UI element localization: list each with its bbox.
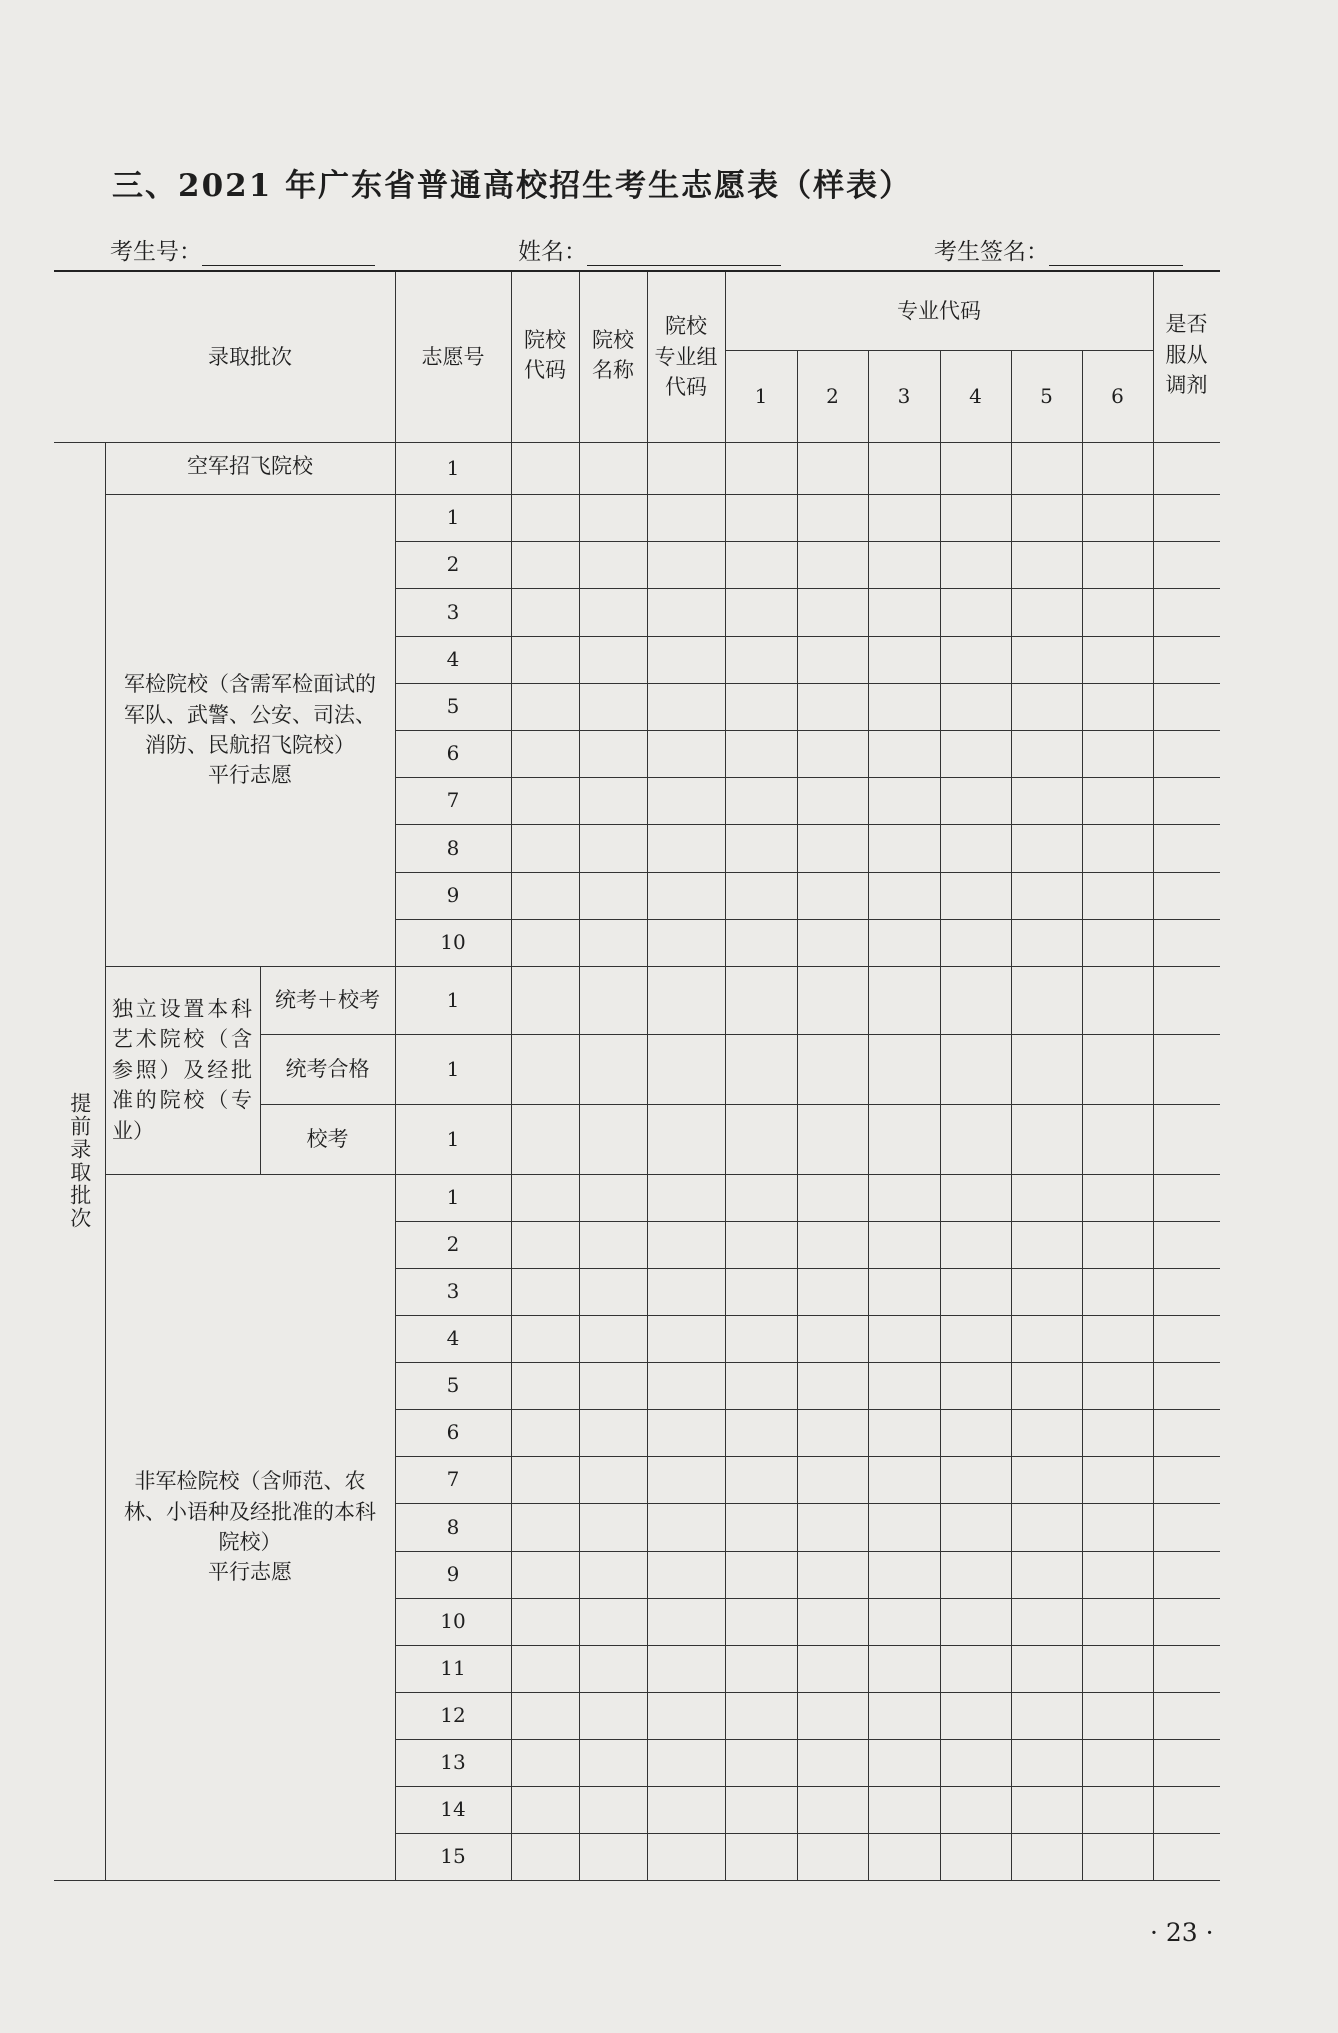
table-rule — [395, 683, 1220, 684]
choice-number: 4 — [446, 647, 460, 671]
table-rule — [395, 1833, 1220, 1834]
table-rule — [395, 1362, 1220, 1363]
table-rule — [395, 1692, 1220, 1693]
choice-number: 15 — [440, 1844, 466, 1868]
table-rule — [395, 872, 1220, 873]
table-rule — [395, 1551, 1220, 1552]
table-rule — [511, 272, 512, 1880]
table-rule — [1082, 350, 1083, 1880]
choice-number: 1 — [446, 1126, 460, 1151]
table-rule — [395, 494, 1220, 495]
table-rule — [395, 1456, 1220, 1457]
section-military: 军检院校（含需军检面试的军队、武警、公安、司法、消防、民航招飞院校） 平行志愿 — [124, 672, 376, 788]
major-col-3: 3 — [897, 383, 911, 408]
exam-number-blank — [202, 241, 375, 266]
table-rule — [395, 541, 1220, 542]
table-rule — [395, 919, 1220, 920]
section-early-batch: 提前录取批次 — [67, 1092, 92, 1230]
table-rule — [868, 350, 869, 1880]
major-col-6: 6 — [1111, 383, 1124, 408]
art-sub-2: 统考合格 — [285, 1056, 370, 1081]
major-col-5: 5 — [1040, 383, 1053, 408]
header-batch: 录取批次 — [208, 344, 292, 369]
table-rule — [395, 636, 1220, 637]
choice-number: 13 — [440, 1750, 466, 1774]
signature-label: 考生签名： — [934, 239, 1049, 265]
exam-number-field — [110, 233, 375, 266]
table-rule — [395, 1739, 1220, 1740]
choice-number: 6 — [446, 1420, 460, 1444]
header-school-name: 院校 名称 — [592, 327, 634, 382]
table-rule — [940, 350, 941, 1880]
choice-number: 14 — [440, 1797, 466, 1821]
table-rule — [395, 1174, 1220, 1175]
choice-number: 1 — [446, 455, 460, 480]
table-rule — [395, 730, 1220, 731]
section-art-schools: 独立设置本科艺术院校（含参照）及经批准的院校（专业） — [112, 996, 252, 1143]
choice-number: 4 — [446, 1326, 460, 1350]
choice-number: 2 — [446, 1232, 460, 1256]
header-school-code: 院校 代码 — [524, 327, 566, 382]
choice-number: 7 — [446, 788, 460, 812]
choice-number: 8 — [446, 835, 460, 860]
page-title: 三、2021 年广东省普通高校招生考生志愿表（样表） — [112, 168, 913, 204]
table-rule — [395, 588, 1220, 589]
header-choice-no: 志愿号 — [421, 344, 485, 369]
name-field — [518, 233, 781, 266]
table-rule — [395, 1786, 1220, 1787]
choice-number: 9 — [446, 1562, 460, 1586]
table-rule — [395, 1034, 1220, 1035]
table-rule — [395, 1315, 1220, 1316]
major-col-4: 4 — [969, 383, 982, 408]
signature-field — [934, 233, 1183, 266]
table-rule — [395, 777, 1220, 778]
table-rule — [395, 1409, 1220, 1410]
art-sub-3: 校考 — [306, 1126, 349, 1151]
name-blank — [587, 241, 781, 266]
table-rule — [725, 272, 726, 1880]
art-sub-1: 统考＋校考 — [275, 987, 380, 1012]
table-rule — [395, 824, 1220, 825]
section-air-force: 空军招飞院校 — [187, 453, 313, 478]
major-col-1: 1 — [754, 383, 768, 408]
signature-blank — [1049, 241, 1183, 266]
choice-number: 6 — [446, 741, 460, 765]
table-rule — [395, 1645, 1220, 1646]
header-group-code: 院校 专业组 代码 — [654, 314, 718, 400]
exam-number-label: 考生号： — [110, 239, 202, 265]
choice-number: 5 — [446, 1373, 460, 1397]
table-rule — [579, 272, 580, 1880]
table-rule — [395, 1503, 1220, 1504]
choice-number: 7 — [446, 1467, 460, 1491]
table-rule — [54, 442, 1220, 443]
choice-number: 9 — [446, 883, 460, 907]
table-rule — [1011, 350, 1012, 1880]
header-adjust: 是否 服从 调剂 — [1165, 312, 1208, 398]
table-rule — [395, 1598, 1220, 1599]
choice-number: 3 — [446, 1279, 460, 1303]
choice-number: 5 — [446, 694, 460, 718]
choice-number: 11 — [440, 1656, 466, 1680]
choice-number: 1 — [446, 987, 460, 1012]
choice-number: 3 — [446, 599, 460, 624]
table-rule — [797, 350, 798, 1880]
page-number: · 23 · — [1150, 1918, 1214, 1947]
choice-number: 2 — [446, 552, 460, 576]
table-rule — [395, 966, 1220, 967]
choice-number: 12 — [440, 1703, 466, 1727]
header-major-code: 专业代码 — [897, 298, 981, 323]
choice-number: 1 — [446, 1056, 460, 1081]
major-col-2: 2 — [826, 383, 839, 408]
table-rule — [54, 1880, 1220, 1881]
choice-number: 10 — [440, 930, 466, 954]
choice-number: 10 — [440, 1609, 466, 1633]
section-non-military: 非军检院校（含师范、农林、小语种及经批准的本科院校） 平行志愿 — [124, 1469, 376, 1585]
table-rule — [395, 1268, 1220, 1269]
table-rule — [395, 1221, 1220, 1222]
choice-number: 1 — [446, 505, 460, 529]
table-rule — [1153, 272, 1154, 1880]
table-rule — [395, 1104, 1220, 1105]
choice-number: 1 — [446, 1185, 460, 1209]
table-rule — [647, 272, 648, 1880]
name-label: 姓名： — [518, 239, 587, 265]
choice-number: 8 — [446, 1514, 460, 1539]
